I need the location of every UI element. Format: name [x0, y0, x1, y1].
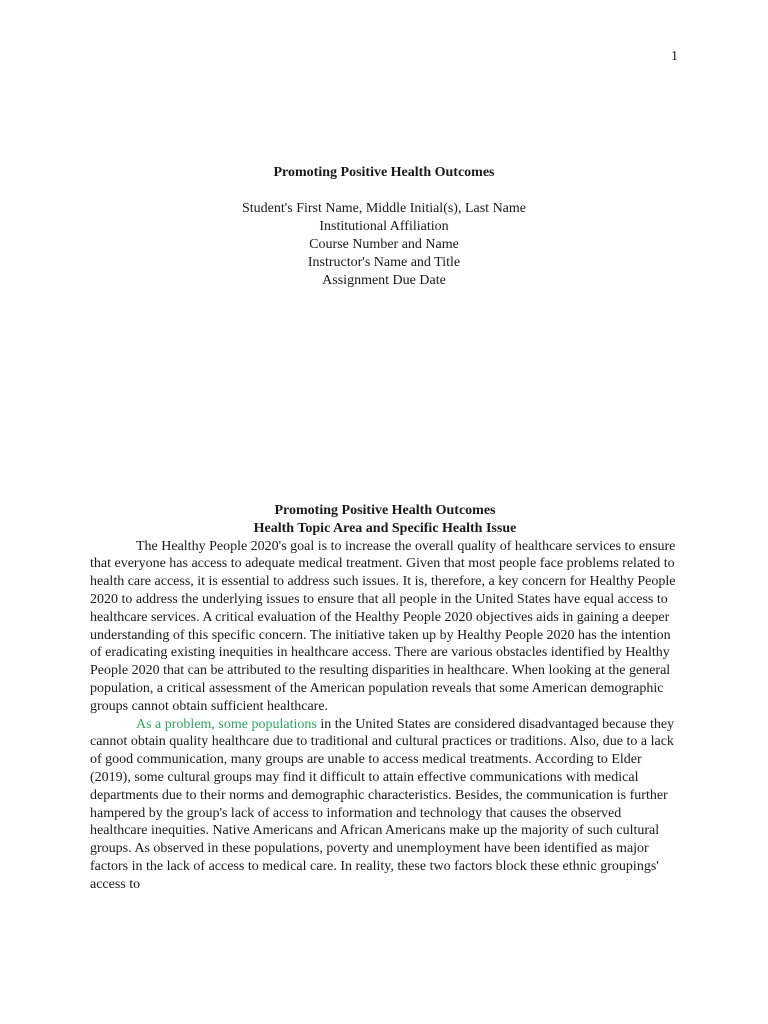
document-title: Promoting Positive Health Outcomes — [273, 165, 495, 180]
institutional-affiliation: Institutional Affiliation — [319, 219, 449, 234]
highlighted-text: As a problem, some populations — [136, 716, 317, 732]
course-info: Course Number and Name — [309, 237, 459, 252]
section-heading: Health Topic Area and Specific Health Issue — [253, 520, 517, 536]
paragraph-2 — [90, 716, 680, 894]
instructor-info: Instructor's Name and Title — [307, 255, 461, 270]
paragraph-1: The Healthy People 2020's goal is to increase the overall quality of healthcare services to ensure that everyone has access to adequate medical treatment. Given that most people face problems related to health care access, it is essential to address such issues. It is, therefore, a key concern for Healthy People 2020 to address the underlying issues to ensure that all people in the United States have equal access to healthcare services. A critical evaluation of the Healthy People 2020 objectives aids in gaining a deeper understanding of this specific concern. The initiative taken up by Healthy People 2020 has the intention of eradicating existing inequities in healthcare access. There are various obstacles identified by Healthy People 2020 that can be attributed to the resulting disparities in healthcare. When looking at the general population, a critical assessment of the American population reveals that some American demographic groups cannot obtain sufficient healthcare. — [90, 538, 676, 714]
due-date: Assignment Due Date — [322, 273, 446, 288]
paragraph-2-text: in the United States are considered disadvantaged because they cannot obtain quality healthcare due to traditional and cultural practices or traditions. Also, due to a lack of good communication, many groups are unable to access medical treatments. According to Elder (2019), some cultural groups may find it difficult to attain effective communications with medical departments due to their norms and demographic characteristics. Besides, the communication is further hampered by the group's lack of access to information and technology that causes the observed healthcare inequities. Native Americans and African Americans make up the majority of such cultural groups. As observed in these populations, poverty and unemployment have been identified as major factors in the lack of access to medical care. In reality, these two factors block these ethnic groupings' access to — [90, 716, 675, 892]
student-name: Student's First Name, Middle Initial(s), Last Name — [241, 201, 527, 216]
body-content — [90, 502, 680, 894]
body-title: Promoting Positive Health Outcomes — [274, 503, 496, 518]
page-number: 1 — [671, 49, 678, 64]
title-page-block — [0, 164, 768, 290]
